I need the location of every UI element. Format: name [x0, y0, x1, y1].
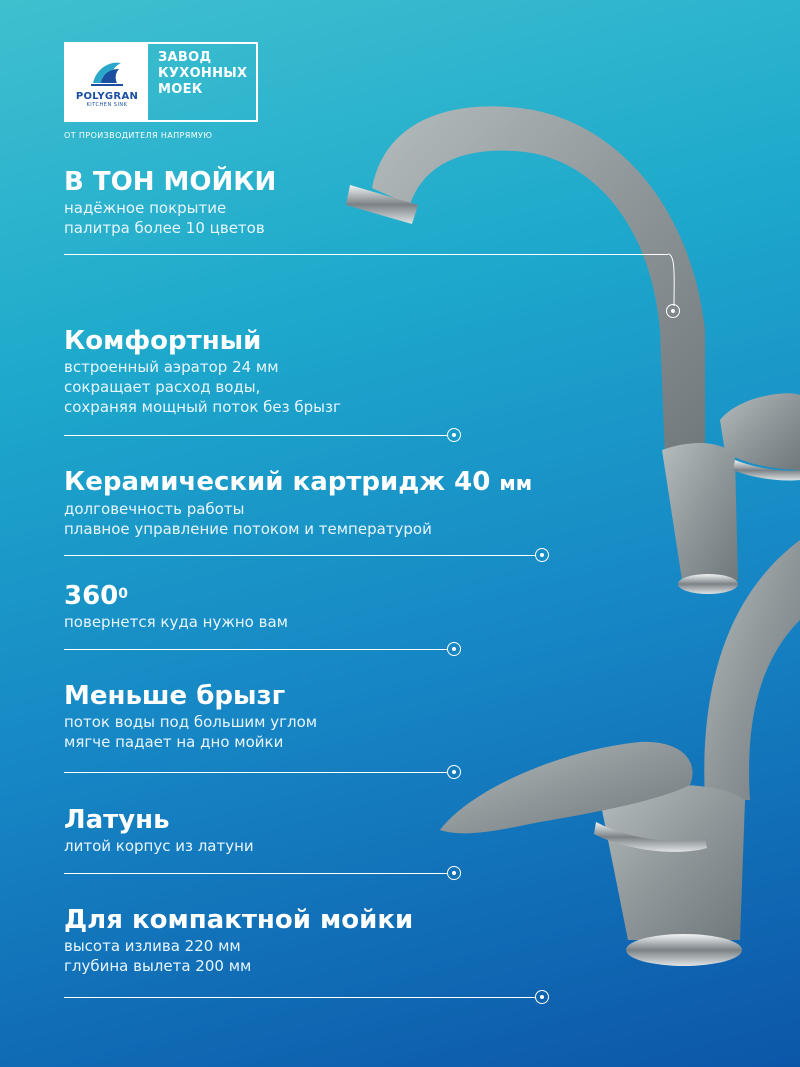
callout-dot-icon: [447, 428, 461, 442]
feature-desc-line: высота излива 220 мм: [64, 937, 241, 955]
logo-line-1: ЗАВОД: [158, 50, 212, 65]
callout-line: [64, 435, 448, 436]
logo-sub-text: KITCHEN SINK: [86, 101, 128, 108]
brand-logo: [64, 42, 258, 122]
feature-desc-line: палитра более 10 цветов: [64, 219, 265, 237]
feature-title: Для компактной мойки: [64, 905, 414, 935]
callout-line: [64, 772, 448, 773]
feature-title-degree: 0: [118, 586, 129, 602]
feature-title: [64, 580, 288, 612]
feature-title: Латунь: [64, 805, 170, 835]
feature-desc-line: плавное управление потоком и температурой: [64, 520, 432, 538]
feature-color-match: [64, 166, 276, 238]
feature-title: Меньше брызг: [64, 681, 286, 711]
feature-compact-sink: [64, 904, 413, 976]
feature-title-text: Керамический картридж 40: [64, 467, 491, 497]
feature-desc-line: надёжное покрытие: [64, 199, 227, 217]
callout-dot-icon: [447, 765, 461, 779]
logo-brand-text: POLYGRAN: [75, 90, 139, 102]
callout-line: [64, 555, 536, 556]
feature-brass: [64, 804, 254, 856]
logo-line-2: КУХОННЫХ: [158, 66, 248, 81]
feature-comfort: [64, 325, 341, 417]
feature-desc-line: сокращает расход воды,: [64, 378, 261, 396]
callout-line: [64, 873, 448, 874]
feature-desc-line: литой корпус из латуни: [64, 837, 254, 855]
tagline: ОТ ПРОИЗВОДИТЕЛЯ НАПРЯМУЮ: [64, 131, 213, 140]
feature-title-text: 360: [64, 581, 119, 611]
logo-mark: [66, 44, 148, 120]
callout-line: [64, 254, 668, 255]
feature-desc-line: встроенный аэратор 24 мм: [64, 358, 279, 376]
feature-desc-line: долговечность работы: [64, 500, 245, 518]
callout-dot-icon: [447, 866, 461, 880]
feature-title: Комфортный: [64, 326, 262, 356]
feature-desc-line: сохраняя мощный поток без брызг: [64, 398, 341, 416]
callout-line: [64, 649, 448, 650]
callout-dot-icon: [535, 990, 549, 1004]
feature-title-unit: мм: [499, 471, 533, 495]
logo-wave-icon: [87, 57, 127, 89]
feature-desc-line: поток воды под большим углом: [64, 713, 318, 731]
callout-curve: [640, 252, 690, 312]
callout-line: [64, 997, 536, 998]
logo-line-3: МОЕК: [158, 82, 203, 97]
feature-less-splash: [64, 680, 317, 752]
feature-rotation: [64, 580, 288, 632]
feature-cartridge: [64, 466, 532, 539]
feature-desc-line: глубина вылета 200 мм: [64, 957, 252, 975]
feature-desc-line: повернется куда нужно вам: [64, 613, 288, 631]
feature-desc-line: мягче падает на дно мойки: [64, 733, 284, 751]
logo-company-name: [148, 44, 256, 120]
feature-title: [64, 466, 532, 499]
callout-dot-icon: [447, 642, 461, 656]
feature-title: В ТОН МОЙКИ: [64, 167, 277, 197]
callout-dot-icon: [535, 548, 549, 562]
